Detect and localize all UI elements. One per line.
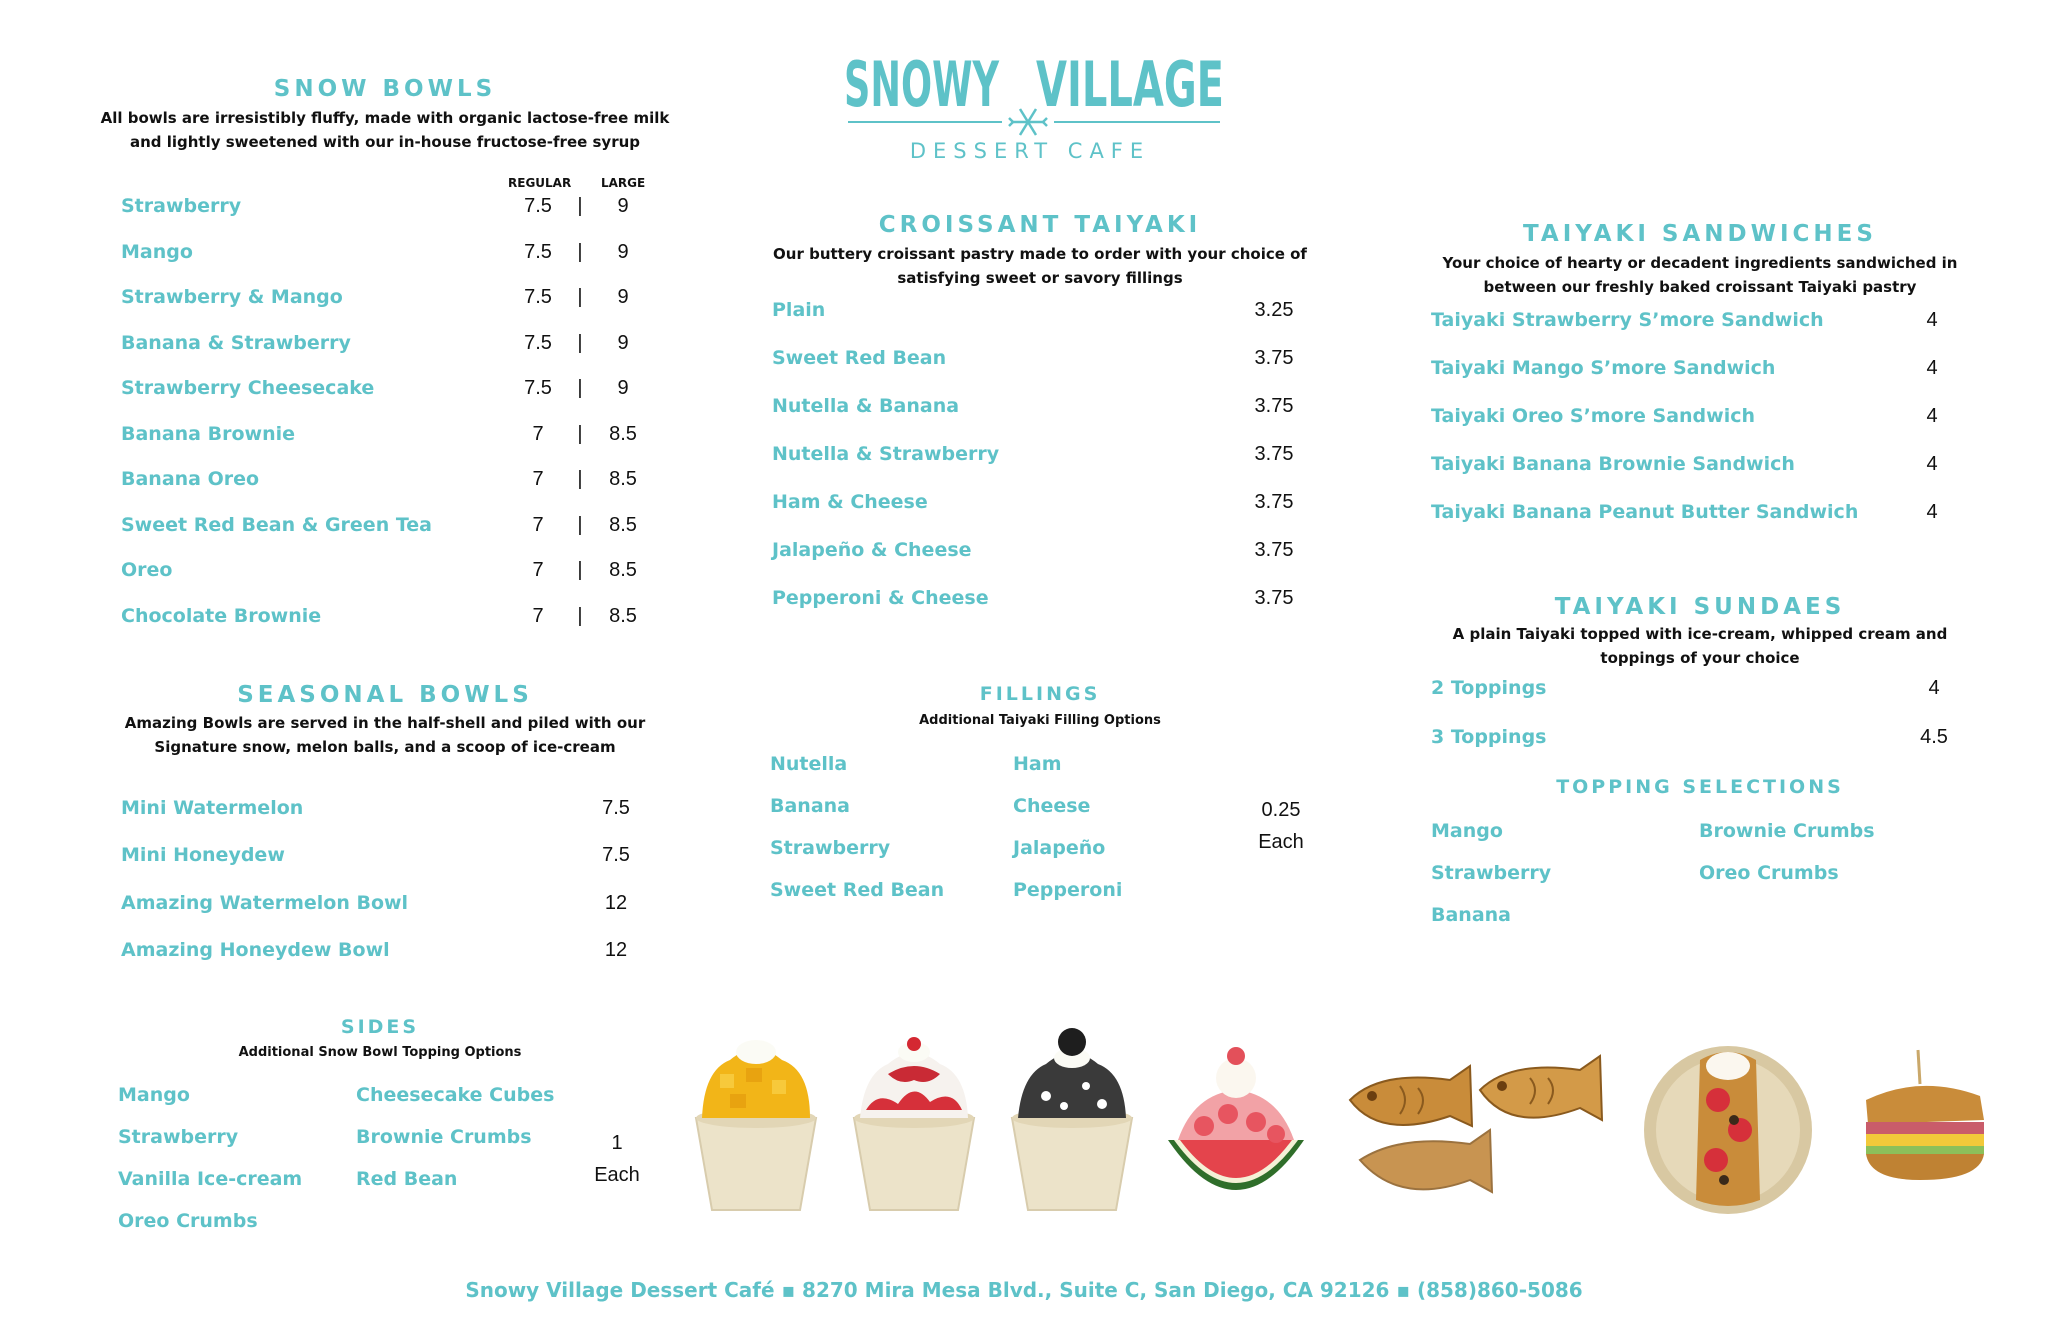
price-large: 9 xyxy=(617,331,629,354)
price-regular: 7.5 xyxy=(524,240,552,263)
dessert-photo-strip xyxy=(680,1030,1980,1220)
menu-item-price: 3.75 xyxy=(1254,443,1294,465)
side-option: Mango xyxy=(118,1084,190,1106)
menu-item-name: Sweet Red Bean & Green Tea xyxy=(121,513,432,536)
menu-item-name: Taiyaki Mango S’more Sandwich xyxy=(1431,357,1776,379)
menu-item-name: Oreo xyxy=(121,559,173,581)
fillings-price: 0.25 xyxy=(1261,799,1301,821)
side-option: Red Bean xyxy=(356,1168,458,1190)
taiyaki-sandwiches-description xyxy=(1400,251,2000,299)
price-large: 9 xyxy=(617,286,629,308)
menu-item-name: Banana & Strawberry xyxy=(121,331,351,354)
croissant-taiyaki-description xyxy=(740,242,1340,290)
price-large: 9 xyxy=(617,377,629,399)
col-header-regular: REGULAR xyxy=(508,176,572,190)
desc-line: All bowls are irresistibly fluffy, made with organic lactose-free milk xyxy=(100,109,670,127)
side-option: Vanilla Ice-cream xyxy=(118,1168,303,1190)
menu-item-name: Taiyaki Banana Peanut Butter Sandwich xyxy=(1431,501,1859,523)
menu-item-name: Mini Watermelon xyxy=(121,797,304,819)
menu-item-name: Taiyaki Banana Brownie Sandwich xyxy=(1431,453,1795,475)
filling-option: Sweet Red Bean xyxy=(770,879,945,901)
sides-price-unit: Each xyxy=(594,1164,640,1186)
topping-option: Mango xyxy=(1431,820,1503,842)
price-separator: | xyxy=(577,331,583,354)
menu-item-price: 4 xyxy=(1926,405,1938,427)
menu-item-name: Strawberry & Mango xyxy=(121,286,343,308)
oreo-bowl-photo xyxy=(1012,1028,1132,1210)
price-separator: | xyxy=(577,559,583,581)
price-large: 8.5 xyxy=(609,559,637,581)
desc-line: A plain Taiyaki topped with ice-cream, whipped cream and xyxy=(1452,625,1948,643)
menu-item-name: Banana Oreo xyxy=(121,468,260,490)
price-separator: | xyxy=(577,604,583,627)
menu-item-price: 3.75 xyxy=(1254,587,1294,609)
col-header-large: LARGE xyxy=(601,176,646,190)
menu-item-price: 3.75 xyxy=(1254,347,1294,369)
taiyaki-sundae-photo xyxy=(1644,1046,1812,1214)
topping-option: Brownie Crumbs xyxy=(1699,820,1875,842)
seasonal-bowls-title: SEASONAL BOWLS xyxy=(237,682,533,708)
strawberry-bowl-photo xyxy=(854,1037,974,1210)
filling-option: Banana xyxy=(770,795,850,817)
price-separator: | xyxy=(577,377,583,399)
menu-item-price: 4.5 xyxy=(1920,726,1948,748)
taiyaki-sundaes-description xyxy=(1400,622,2000,670)
sides-description: Additional Snow Bowl Topping Options xyxy=(238,1045,522,1060)
menu-item-price: 4 xyxy=(1926,309,1938,331)
taiyaki-sandwich-photo xyxy=(1866,1050,1984,1180)
snow-bowls-description xyxy=(80,106,690,154)
price-regular: 7 xyxy=(532,559,544,581)
menu-item-price: 4 xyxy=(1926,357,1938,379)
menu-item-price: 7.5 xyxy=(602,797,630,819)
topping-option: Oreo Crumbs xyxy=(1699,862,1839,884)
logo-graphic xyxy=(840,48,1230,168)
desc-line: Amazing Bowls are served in the half-shell and piled with our xyxy=(124,714,646,732)
menu-item-name: Sweet Red Bean xyxy=(772,347,947,369)
desc-line: Signature snow, melon balls, and a scoop of ice-cream xyxy=(154,738,616,756)
side-option: Oreo Crumbs xyxy=(118,1210,258,1232)
side-option: Brownie Crumbs xyxy=(356,1126,532,1148)
fillings-price-unit: Each xyxy=(1258,831,1304,853)
menu-item-name: Mini Honeydew xyxy=(121,844,285,867)
menu-item-price: 12 xyxy=(604,891,628,914)
logo-tagline: DESSERT CAFE xyxy=(909,139,1151,163)
desc-line: between our freshly baked croissant Taiyaki pastry xyxy=(1483,278,1917,296)
filling-option: Jalapeño xyxy=(1013,837,1106,859)
price-regular: 7.5 xyxy=(524,331,552,354)
menu-item-price: 7.5 xyxy=(602,844,630,867)
logo-word-village: VILLAGE xyxy=(1036,48,1224,121)
filling-option: Cheese xyxy=(1013,795,1091,817)
menu-item-name: Banana Brownie xyxy=(121,422,295,445)
desc-line: Your choice of hearty or decadent ingredients sandwiched in xyxy=(1442,254,1958,272)
fillings-description: Additional Taiyaki Filling Options xyxy=(919,713,1161,728)
price-regular: 7 xyxy=(532,604,544,627)
price-large: 8.5 xyxy=(609,422,637,445)
desc-line: toppings of your choice xyxy=(1600,649,1800,667)
price-separator: | xyxy=(577,513,583,536)
menu-item-name: Pepperoni & Cheese xyxy=(772,587,989,609)
price-regular: 7 xyxy=(532,513,544,536)
menu-item-price: 3.75 xyxy=(1254,539,1294,561)
menu-item-name: Nutella & Banana xyxy=(772,395,960,417)
desc-line: and lightly sweetened with our in-house fructose-free syrup xyxy=(129,133,641,151)
footer-address: Snowy Village Dessert Café ▪ 8270 Mira Mesa Blvd., Suite C, San Diego, CA 92126 ▪ (858)860-5086 xyxy=(465,1278,1583,1302)
menu-item-name: Amazing Watermelon Bowl xyxy=(121,891,409,914)
taiyaki-sandwiches-title: TAIYAKI SANDWICHES xyxy=(1523,221,1877,247)
price-large: 9 xyxy=(617,195,629,217)
price-large: 9 xyxy=(617,240,629,263)
price-regular: 7 xyxy=(532,422,544,445)
menu-item-name: Strawberry xyxy=(121,195,242,217)
fillings-title: FILLINGS xyxy=(979,683,1101,705)
menu-item-name: Nutella & Strawberry xyxy=(772,443,1000,465)
mango-bowl-photo xyxy=(696,1040,816,1210)
menu-item-name: Plain xyxy=(772,299,826,321)
menu-item-price: 3.75 xyxy=(1254,395,1294,417)
menu-item-price: 3.75 xyxy=(1254,491,1294,513)
sides-title: SIDES xyxy=(340,1016,420,1038)
menu-item-name: Taiyaki Oreo S’more Sandwich xyxy=(1431,405,1756,427)
watermelon-bowl-photo xyxy=(1168,1047,1304,1190)
price-large: 8.5 xyxy=(609,513,637,536)
logo-word-snowy: SNOWY xyxy=(844,48,1000,121)
price-large: 8.5 xyxy=(609,468,637,490)
taiyaki-sundaes-title: TAIYAKI SUNDAES xyxy=(1554,594,1846,620)
menu-item-name: Ham & Cheese xyxy=(772,491,928,513)
menu-item-price: 4 xyxy=(1926,453,1938,475)
filling-option: Strawberry xyxy=(770,837,891,859)
price-separator: | xyxy=(577,468,583,490)
seasonal-bowls-description xyxy=(80,711,690,759)
menu-item-name: Strawberry Cheesecake xyxy=(121,377,375,399)
menu-item-name: Mango xyxy=(121,240,193,263)
sides-price: 1 xyxy=(611,1132,623,1154)
menu-item-price: 12 xyxy=(604,938,628,961)
desc-line: Our buttery croissant pastry made to order with your choice of xyxy=(773,245,1307,263)
filling-option: Pepperoni xyxy=(1013,879,1123,901)
menu-item-name: 2 Toppings xyxy=(1431,677,1547,699)
taiyaki-photo xyxy=(1350,1056,1602,1192)
price-regular: 7 xyxy=(532,468,544,490)
menu-item-name: Taiyaki Strawberry S’more Sandwich xyxy=(1431,309,1824,331)
side-option: Strawberry xyxy=(118,1126,239,1148)
topping-selections-title: TOPPING SELECTIONS xyxy=(1556,776,1844,798)
croissant-taiyaki-title: CROISSANT TAIYAKI xyxy=(878,212,1202,238)
price-separator: | xyxy=(577,422,583,445)
price-separator: | xyxy=(577,240,583,263)
menu-item-price: 3.25 xyxy=(1254,299,1294,321)
snow-bowls-title: SNOW BOWLS xyxy=(273,76,497,102)
topping-option: Strawberry xyxy=(1431,862,1552,884)
menu-item-name: Chocolate Brownie xyxy=(121,604,322,627)
filling-option: Nutella xyxy=(770,753,848,775)
menu-item-price: 4 xyxy=(1928,677,1940,699)
price-large: 8.5 xyxy=(609,604,637,627)
menu-item-name: Jalapeño & Cheese xyxy=(772,539,972,561)
price-separator: | xyxy=(577,195,583,217)
desc-line: satisfying sweet or savory fillings xyxy=(897,269,1183,287)
price-regular: 7.5 xyxy=(524,377,552,399)
menu-item-name: Amazing Honeydew Bowl xyxy=(121,938,390,961)
filling-option: Ham xyxy=(1013,753,1062,775)
price-separator: | xyxy=(577,286,583,308)
price-regular: 7.5 xyxy=(524,195,552,217)
menu-item-price: 4 xyxy=(1926,501,1938,523)
menu-item-name: 3 Toppings xyxy=(1431,726,1547,748)
topping-option: Banana xyxy=(1431,904,1511,926)
side-option: Cheesecake Cubes xyxy=(356,1084,555,1106)
price-regular: 7.5 xyxy=(524,286,552,308)
logo xyxy=(840,48,1230,168)
